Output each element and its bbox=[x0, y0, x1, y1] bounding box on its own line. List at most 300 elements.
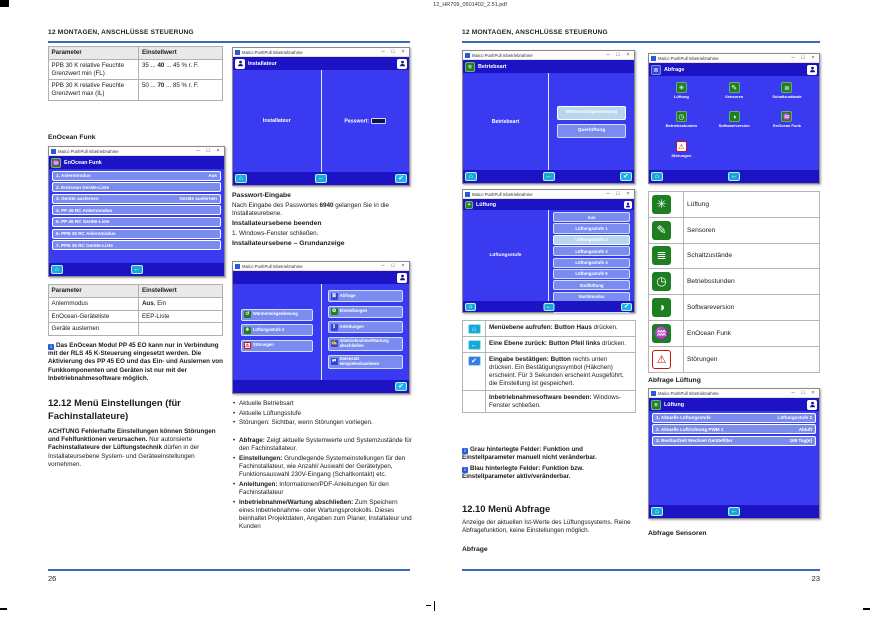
stufe-label-pane bbox=[463, 210, 548, 301]
tile-label: Lüftung bbox=[673, 94, 689, 99]
footer-rule-left bbox=[48, 569, 410, 571]
maximize-button[interactable]: □ bbox=[206, 148, 210, 154]
page-number-left: 26 bbox=[48, 574, 57, 583]
window-titlebar bbox=[649, 389, 819, 398]
bullet-item bbox=[232, 455, 413, 480]
window-title: Maico PushPull Inbetriebnahme bbox=[58, 148, 119, 154]
tile-lueftung[interactable] bbox=[655, 82, 708, 102]
abfrage-item-value: Abluft bbox=[798, 426, 812, 432]
menu-label: Abfrage bbox=[339, 292, 356, 298]
home-button[interactable]: ⌂ bbox=[651, 172, 663, 181]
home-button[interactable]: ⌂ bbox=[51, 265, 63, 274]
option-waermerueckgewinnung[interactable]: Wärmerückgewinnung bbox=[557, 106, 627, 120]
icon-list-label: EnOcean Funk bbox=[684, 320, 820, 346]
icon-list-row bbox=[649, 269, 820, 295]
warning-text: ACHTUNG Fehlerhafte Einstellungen können Störungen und Fehlfunktionen verursachen. bbox=[48, 428, 216, 444]
menu-item-label: 3. Geräte auslernen bbox=[56, 196, 99, 202]
param-cell: PPB 30 K relative Feuchte Grenzwert max (IL) bbox=[49, 80, 139, 101]
help-lead: Inbetriebnahmesoftware beenden: bbox=[489, 393, 592, 401]
person-icon[interactable] bbox=[807, 400, 817, 410]
window-header-title: Lüftung bbox=[664, 401, 685, 408]
maximize-button[interactable]: □ bbox=[616, 191, 620, 197]
table-row bbox=[49, 297, 223, 310]
menu-item-auslernen[interactable] bbox=[52, 194, 221, 204]
abfrage-lueftung-heading: Abfrage Lüftung bbox=[648, 377, 701, 384]
home-button[interactable]: ⌂ bbox=[465, 303, 476, 311]
window-header-title: EnOcean Funk bbox=[64, 159, 102, 166]
close-button[interactable]: × bbox=[626, 52, 630, 58]
option-stufe-3[interactable]: Lüftungsstufe 3 bbox=[553, 246, 630, 256]
tile-label: Softwareversion bbox=[718, 123, 750, 129]
note-grau bbox=[462, 446, 637, 462]
inbetriebnahme-abschliessen-button[interactable] bbox=[328, 337, 403, 352]
param-cell: Geräte auslernen bbox=[49, 323, 139, 336]
password-input[interactable] bbox=[371, 118, 386, 124]
value-post: , Ein bbox=[153, 299, 167, 307]
bullet-text: Zum Speichern eines Inbetriebnahme- oder Wartungsprotokolls. Dieses beinhaltet Projektdaten, Angaben zum Planer, Installateur und Kunden bbox=[239, 498, 412, 531]
status-label: Störungen bbox=[252, 342, 274, 348]
button-help-table bbox=[462, 320, 636, 413]
icon-list-label: Störungen bbox=[684, 346, 820, 372]
option-stufe-4[interactable]: Lüftungsstufe 4 bbox=[553, 258, 630, 268]
fan-icon: ✳ bbox=[652, 195, 671, 214]
tile-softwareversion[interactable] bbox=[708, 111, 761, 131]
window-title: Maico PushPull Inbetriebnahme bbox=[658, 55, 719, 61]
minimize-button[interactable]: – bbox=[791, 390, 795, 396]
window-header bbox=[233, 271, 409, 284]
back-button[interactable]: ← bbox=[543, 172, 555, 181]
minimize-button[interactable]: – bbox=[791, 55, 795, 61]
list-icon: ≣ bbox=[332, 292, 337, 299]
value-cell bbox=[139, 297, 223, 310]
crop-mark-bottom-center-dash bbox=[426, 605, 431, 606]
window-header-title: Betriebsart bbox=[478, 63, 507, 70]
menu-item-ppb30-anlernmodus[interactable] bbox=[52, 229, 221, 239]
table-header-parameter: Parameter bbox=[49, 285, 139, 298]
icon-list-label: Softwareversion bbox=[684, 295, 820, 321]
person-icon[interactable] bbox=[397, 273, 407, 283]
back-button[interactable]: ← bbox=[543, 303, 554, 311]
switches-icon: ≣ bbox=[781, 82, 792, 93]
warning-icon: ⚠ bbox=[245, 343, 250, 350]
installateur-label: Installateur bbox=[262, 118, 291, 124]
bullet-lead: Anleitungen: bbox=[239, 480, 278, 488]
person-icon[interactable] bbox=[624, 201, 632, 209]
list-icon: ≣ bbox=[651, 65, 661, 75]
section-12-12-body bbox=[48, 428, 225, 469]
help-lead: Menüebene aufrufen: Button Haus bbox=[489, 323, 592, 331]
window-header bbox=[463, 199, 634, 210]
close-button[interactable]: × bbox=[811, 55, 815, 61]
bullet-item: • Aktuelle Betriebsart bbox=[232, 400, 413, 408]
bullet-lead: Abfrage: bbox=[239, 437, 265, 445]
tile-enocean-funk[interactable] bbox=[761, 111, 814, 131]
menu-item-label: 1. Anlernmodus bbox=[56, 173, 91, 179]
fan-icon: ✳ bbox=[245, 326, 250, 333]
menu-item-label: 4. PP 45 RC Anlernmodus bbox=[56, 207, 113, 213]
maximize-button[interactable]: □ bbox=[616, 52, 620, 58]
tile-label: Schaltzustände bbox=[772, 94, 802, 99]
bullet-text: Grundlegende Systemeinstellungen für den Fachinstallateur, wie Anzahl/ Auswahl der Gerätetypen, Funktionsauswahl 230V-Eingang (Schaltkontakt) etc. bbox=[239, 454, 406, 479]
option-stosslueftung[interactable]: Stoßlüftung bbox=[553, 280, 630, 290]
home-button[interactable]: ⌂ bbox=[235, 174, 247, 183]
app-icon bbox=[465, 192, 470, 197]
app-icon bbox=[235, 264, 240, 269]
note-blau bbox=[462, 465, 637, 481]
menu-pane bbox=[321, 284, 410, 380]
window-footer bbox=[649, 505, 819, 518]
icon-list-row bbox=[649, 192, 820, 218]
header-rule-left bbox=[48, 41, 410, 43]
crop-mark-bottom-right bbox=[863, 608, 870, 610]
help-row bbox=[463, 353, 636, 391]
abfrage-item-luftrichtung[interactable] bbox=[652, 424, 816, 434]
help-row bbox=[463, 337, 636, 353]
abfrage-item-value: Lüftungsstufe 2 bbox=[777, 415, 812, 421]
confirm-button[interactable]: ✔ bbox=[395, 382, 407, 391]
back-button[interactable]: ← bbox=[131, 265, 143, 274]
minimize-button[interactable]: – bbox=[606, 52, 610, 58]
note-text: Das EnOcean Modul PP 45 EO kann nur in Verbindung mit der RLS 45 K-Steuerung eingesetzt werden. Die Aktivierung des PP 45 EO und das Ein- und Auslernen von Funkkomponenten und Geräten ist nur mit der Inbetriebnahmesoftware möglich. bbox=[48, 342, 223, 382]
window-title: Maico PushPull Inbetriebnahme bbox=[472, 52, 533, 58]
bullet-item bbox=[232, 499, 413, 532]
tile-schaltzustaende[interactable] bbox=[761, 82, 814, 102]
abfrage-item-value: 165 Tag(e) bbox=[789, 438, 812, 444]
password-row bbox=[344, 118, 386, 124]
value-post: ... 45 % r. F. bbox=[164, 61, 199, 69]
header-rule-right bbox=[462, 41, 820, 43]
waermerueckgewinnung-status[interactable] bbox=[241, 309, 313, 321]
abfrage-item-label: 3. Restlaufzeit Wechsel Gerätefilter bbox=[656, 438, 733, 444]
table-header-einstellwert: Einstellwert bbox=[139, 47, 223, 60]
close-button[interactable]: × bbox=[401, 49, 405, 55]
footer-rule-right bbox=[462, 569, 820, 571]
app-icon bbox=[235, 50, 240, 55]
value-pre: 50 ... bbox=[141, 82, 158, 90]
clock-icon: ◷ bbox=[676, 111, 687, 122]
window-footer bbox=[463, 170, 634, 183]
window-title: Maico PushPull Inbetriebnahme bbox=[242, 263, 303, 269]
fan-icon: ✳ bbox=[465, 62, 475, 72]
lueftungsstufe-status[interactable] bbox=[241, 324, 313, 336]
bullet-lead: Einstellungen: bbox=[239, 454, 283, 462]
page-right-header: 12 MONTAGEN, ANSCHLÜSSE STEUERUNG bbox=[462, 29, 608, 36]
body-bold: Fachinstallateure der Lüftungstechnik bbox=[48, 444, 163, 452]
software-icon: ◑ bbox=[729, 111, 740, 122]
window-footer bbox=[49, 263, 224, 276]
window-title: Maico PushPull Inbetriebnahme bbox=[472, 191, 533, 197]
menu-label: Datensatz einspielen/auslesen bbox=[339, 356, 380, 366]
pdf-filename: 12_HR709_0501402_2.51.pdf bbox=[433, 2, 507, 8]
window-titlebar bbox=[649, 54, 819, 63]
betriebsart-window bbox=[462, 50, 635, 184]
option-nachtmodus[interactable]: Nachtmodus bbox=[553, 292, 630, 302]
datensatz-button[interactable] bbox=[328, 355, 403, 370]
bullet-lead: Inbetriebnahme/Wartung abschließen: bbox=[239, 498, 354, 506]
finish-icon: ✍ bbox=[331, 340, 338, 347]
back-button[interactable]: ← bbox=[728, 172, 740, 181]
window-titlebar bbox=[233, 48, 409, 57]
app-icon bbox=[465, 53, 470, 58]
home-button[interactable]: ⌂ bbox=[651, 507, 663, 516]
betriebsart-options-pane bbox=[548, 73, 634, 170]
enocean-funk-window bbox=[48, 146, 225, 277]
check-icon: ✔ bbox=[468, 356, 481, 366]
window-footer bbox=[233, 172, 409, 185]
param-cell: PPB 30 K relative Feuchte Grenzwert min (FL) bbox=[49, 59, 139, 80]
abfrage-lueftung-window bbox=[648, 388, 820, 519]
help-text: rechts unten drücken. Ein Bestätigungssymbol (Häkchen) erscheint. Für 3 Sekunden erscheint Ausgeführt, die Einstellung ist gespeichert. bbox=[489, 355, 624, 387]
close-button[interactable]: × bbox=[401, 263, 405, 269]
table-row bbox=[49, 59, 223, 80]
abfrage-item-label: 1. Aktuelle Lüftungsstufe bbox=[656, 415, 711, 421]
menu-item-label: 7. PPB 30 RC Geräte-Liste bbox=[56, 242, 113, 248]
close-button[interactable]: × bbox=[811, 390, 815, 396]
fan-icon: ✳ bbox=[676, 82, 687, 93]
passwort-eingabe-heading: Passwort-Eingabe bbox=[232, 192, 291, 199]
abfrage-sensoren-heading: Abfrage Sensoren bbox=[648, 530, 707, 537]
table-header-einstellwert: Einstellwert bbox=[139, 285, 223, 298]
back-button[interactable]: ← bbox=[728, 507, 740, 516]
tile-label: Störungen bbox=[671, 152, 692, 158]
menu-item-ppb30-liste[interactable] bbox=[52, 240, 221, 250]
window-titlebar bbox=[463, 190, 634, 199]
installateur-pane bbox=[233, 70, 321, 172]
window-titlebar bbox=[463, 51, 634, 60]
password-text-block bbox=[232, 192, 411, 250]
menu-item-value: Geräte auslernen bbox=[179, 196, 217, 202]
option-stufe-1[interactable]: Lüftungsstufe 1 bbox=[553, 223, 630, 233]
confirm-button[interactable]: ✔ bbox=[620, 172, 632, 181]
window-header bbox=[49, 156, 224, 169]
close-button[interactable]: × bbox=[216, 148, 220, 154]
window-header-title: Abfrage bbox=[664, 66, 685, 73]
maximize-button[interactable]: □ bbox=[391, 49, 395, 55]
table-row bbox=[49, 323, 223, 336]
clock-icon: ◷ bbox=[652, 272, 671, 291]
help-lead: Eine Ebene zurück: Button Pfeil links bbox=[489, 339, 601, 347]
password-pane bbox=[321, 70, 410, 172]
param-cell: Anlernmodus bbox=[49, 297, 139, 310]
abfrage-button[interactable] bbox=[328, 290, 403, 302]
body-pre: Nur autorisierte bbox=[149, 436, 193, 444]
note-text: Blau hinterlegte Felder: Funktion bzw. Einstellparameter aktiv/veränderbar. bbox=[462, 465, 584, 481]
einstellungen-button[interactable] bbox=[328, 306, 403, 318]
betriebsart-label: Betriebsart bbox=[491, 118, 520, 125]
menu-item-pp45-anlernmodus[interactable] bbox=[52, 205, 221, 215]
confirm-button[interactable]: ✔ bbox=[621, 303, 632, 311]
window-header-title: Installateur bbox=[248, 60, 277, 67]
menu-item-anlernmodus[interactable] bbox=[52, 171, 221, 181]
tile-betriebsstunden[interactable] bbox=[655, 111, 708, 131]
maximize-button[interactable]: □ bbox=[801, 390, 805, 396]
page-number-right: 23 bbox=[811, 574, 820, 583]
home-button[interactable]: ⌂ bbox=[465, 172, 477, 181]
enocean-funk-heading: EnOcean Funk bbox=[48, 134, 96, 141]
abfrage-label: Abfrage bbox=[462, 546, 488, 553]
lueftungsstufe-label: Lüftungsstufe bbox=[489, 253, 522, 258]
tile-stoerungen[interactable] bbox=[655, 141, 708, 161]
person-icon bbox=[235, 59, 245, 69]
humidity-parameter-table bbox=[48, 46, 223, 101]
table-row bbox=[49, 310, 223, 323]
menu-label: Einstellungen bbox=[339, 308, 368, 314]
help-text: Windows-Fenster schließen. bbox=[489, 393, 621, 409]
grundanzeige-bullets bbox=[232, 400, 413, 533]
window-body bbox=[233, 70, 409, 172]
window-title: Maico PushPull Inbetriebnahme bbox=[658, 390, 719, 396]
enocean-icon: ♒ bbox=[51, 159, 61, 167]
window-footer bbox=[463, 301, 634, 312]
maximize-button[interactable]: □ bbox=[391, 263, 395, 269]
sensor-icon: ✎ bbox=[729, 82, 740, 93]
fan-icon: ✳ bbox=[651, 400, 661, 410]
icon-list-row bbox=[649, 320, 820, 346]
icon-list-row bbox=[649, 217, 820, 243]
value-pre: EEP-Liste bbox=[141, 312, 170, 320]
software-icon: ◑ bbox=[652, 298, 671, 317]
option-aus[interactable]: Aus bbox=[553, 212, 630, 222]
minimize-button[interactable]: – bbox=[381, 49, 385, 55]
betriebsart-label-pane bbox=[463, 73, 548, 170]
app-icon bbox=[651, 391, 656, 396]
close-button[interactable]: × bbox=[626, 191, 630, 197]
enocean-info-note bbox=[48, 342, 225, 383]
window-header bbox=[649, 398, 819, 411]
person-icon[interactable] bbox=[807, 65, 817, 75]
window-header bbox=[649, 63, 819, 76]
app-icon bbox=[51, 149, 56, 154]
anleitungen-button[interactable] bbox=[328, 321, 403, 333]
back-icon: ← bbox=[468, 340, 481, 350]
value-post: ... 85 % r. F. bbox=[164, 82, 199, 90]
help-row bbox=[463, 321, 636, 337]
value-cell bbox=[139, 80, 223, 101]
bullet-text: Informationen/PDF-Anleitungen für den Fachinstallateur bbox=[239, 480, 389, 497]
icon-list-label: Schaltzustände bbox=[684, 243, 820, 269]
bullet-text: Zeigt aktuelle Systemwerte und Systemzustände für den Fachinstallateur. bbox=[239, 437, 412, 453]
installateur-password-window bbox=[232, 47, 410, 186]
help-lead: Eingabe bestätigen: Button bbox=[489, 355, 571, 363]
section-title-12-10: 12.10 Menü Abfrage bbox=[462, 503, 551, 514]
info-icon: ℹ bbox=[331, 324, 338, 331]
window-body bbox=[463, 73, 634, 170]
person-icon[interactable] bbox=[397, 59, 407, 69]
window-body bbox=[233, 284, 409, 380]
transfer-icon: ⇄ bbox=[332, 358, 337, 365]
lueftungsstufe-window bbox=[462, 189, 635, 313]
wifi-icon: ♒ bbox=[781, 111, 792, 122]
bullet-item: • Störungen: Sichtbar, wenn Störungen vorliegen. bbox=[232, 419, 413, 427]
option-querlueftung[interactable]: Querlüftung bbox=[557, 124, 627, 138]
icon-list-row bbox=[649, 295, 820, 321]
bullet-item bbox=[232, 437, 413, 453]
icon-list-row bbox=[649, 243, 820, 269]
table-row bbox=[49, 80, 223, 101]
menu-item-geraete-liste[interactable] bbox=[52, 182, 221, 192]
crop-mark-bottom-center bbox=[434, 601, 435, 611]
window-header bbox=[233, 57, 409, 70]
window-titlebar bbox=[49, 147, 224, 156]
status-pane bbox=[233, 284, 321, 380]
bullet-item bbox=[232, 481, 413, 497]
menu-item-label: 2. EnOcean Geräte-Liste bbox=[56, 184, 110, 190]
bullet-item: • Aktuelle Lüftungsstufe bbox=[232, 410, 413, 418]
tile-label: Sensoren bbox=[725, 94, 744, 99]
menu-item-pp45-liste[interactable] bbox=[52, 217, 221, 227]
value-default: 70 bbox=[157, 82, 165, 90]
app-icon bbox=[651, 56, 656, 61]
stufe-options-pane bbox=[548, 210, 634, 301]
value-default: 40 bbox=[157, 61, 165, 69]
body-post: dürfen in der Installateursebene System- und Geräteeinstellungen vornehmen. bbox=[48, 444, 200, 468]
pw-text-post: gelangen Sie in die Installateurebene. bbox=[232, 201, 389, 217]
status-label: Wärmerückgewinnung bbox=[252, 311, 298, 317]
minimize-button[interactable]: – bbox=[606, 191, 610, 197]
value-cell bbox=[139, 310, 223, 323]
menu-item-label: 5. PP 45 RC Geräte-Liste bbox=[56, 219, 110, 225]
stoerungen-status[interactable] bbox=[241, 340, 313, 352]
section-12-10-body: Anzeige der aktuellen Ist-Werte des Lüftungssystems. Reine Abfragefunktion, keine Einstellungen möglich. bbox=[462, 519, 631, 535]
help-row bbox=[463, 391, 636, 413]
option-stufe-5[interactable]: Lüftungsstufe 5 bbox=[553, 269, 630, 279]
icon-list-label: Sensoren bbox=[684, 217, 820, 243]
crop-mark-bottom-left bbox=[0, 608, 7, 610]
page-left-header: 12 MONTAGEN, ANSCHLÜSSE STEUERUNG bbox=[48, 29, 194, 36]
warning-icon: ⚠ bbox=[676, 141, 687, 152]
table-header-parameter: Parameter bbox=[49, 47, 139, 60]
confirm-button[interactable]: ✔ bbox=[395, 174, 407, 183]
help-text: drücken. bbox=[600, 339, 627, 347]
password-label: Passwort: bbox=[344, 118, 370, 125]
window-footer bbox=[233, 380, 409, 393]
window-body bbox=[649, 411, 819, 505]
menu-label: Anleitungen bbox=[339, 323, 364, 329]
menu-label: Inbetriebnahme/Wartung abschließen bbox=[339, 338, 389, 348]
icon-list-label: Betriebsstunden bbox=[684, 269, 820, 295]
section-title-12-12: 12.12 Menü Einstellungen (für Fachinstallateure) bbox=[48, 397, 181, 421]
grundanzeige-window bbox=[232, 261, 410, 394]
pw-text-pre: Nach Eingabe des Passwortes bbox=[232, 201, 320, 209]
value-pre: 35 ... bbox=[141, 61, 158, 69]
back-button[interactable]: ← bbox=[315, 174, 327, 183]
info-icon: i bbox=[462, 467, 468, 473]
abfrage-item-stufe[interactable] bbox=[652, 413, 816, 423]
abfrage-icon-list bbox=[648, 191, 820, 373]
tile-label: Betriebsstunden bbox=[665, 123, 698, 129]
window-body bbox=[649, 76, 819, 170]
icon-list-row bbox=[649, 346, 820, 372]
crop-mark-top-left bbox=[0, 0, 9, 7]
ebene-beenden-heading: Installateursebene beenden bbox=[232, 220, 322, 228]
minimize-button[interactable]: – bbox=[196, 148, 200, 154]
maximize-button[interactable]: □ bbox=[801, 55, 805, 61]
fan-icon: ✳ bbox=[466, 201, 472, 208]
tile-sensoren[interactable] bbox=[708, 82, 761, 102]
home-icon: ⌂ bbox=[468, 324, 481, 334]
abfrage-item-label: 2. Aktuelle Luftrichtung PWM 1 bbox=[656, 426, 724, 432]
minimize-button[interactable]: – bbox=[381, 263, 385, 269]
option-stufe-2[interactable]: Lüftungsstufe 2 bbox=[553, 235, 630, 245]
grundanzeige-heading: Installateursebene – Grundanzeige bbox=[232, 240, 345, 248]
pw-code: 6940 bbox=[319, 201, 334, 209]
gear-icon: ⚙ bbox=[331, 308, 337, 314]
window-body bbox=[49, 169, 224, 263]
menu-item-label: 6. PPB 30 RC Anlernmodus bbox=[56, 231, 116, 237]
switches-icon: ≣ bbox=[652, 246, 671, 265]
ebene-beenden-step: 1. Windows-Fenster schließen. bbox=[232, 230, 319, 237]
abfrage-item-filter[interactable] bbox=[652, 436, 816, 446]
